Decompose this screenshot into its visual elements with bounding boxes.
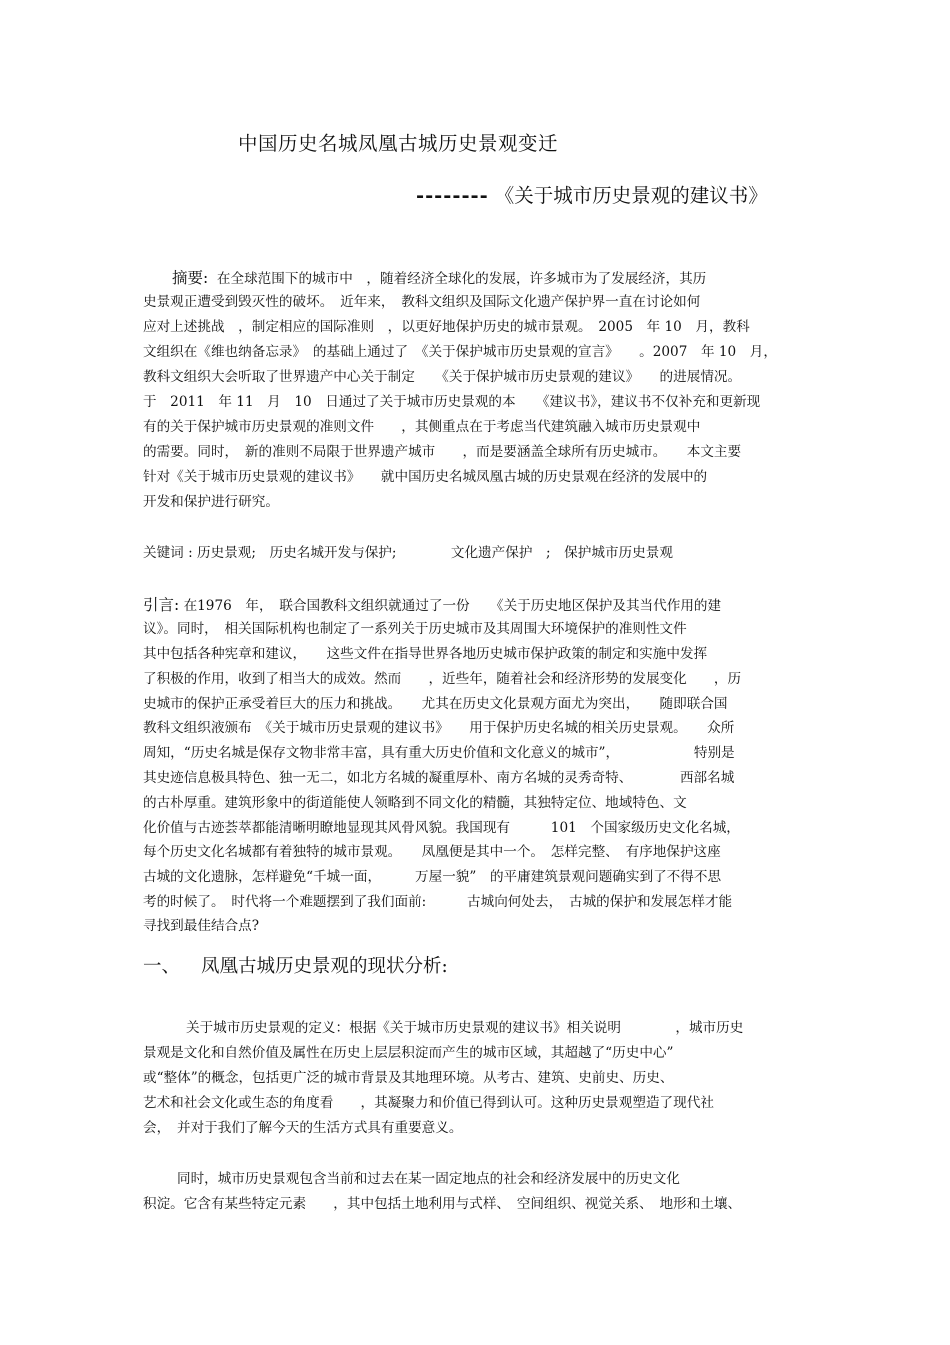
intro-line: 古城的文化遗脉，怎样避免“千城一面， 万屋一貌” 的平庸建筑景观问题确实到了不得不思 — [143, 869, 722, 885]
intro-label: 引言: — [143, 596, 180, 614]
subtitle-dashes: -------- — [416, 184, 489, 207]
section-paragraph-line: 或“整体”的概念，包括更广泛的城市背景及其地理环境。从考古、建筑、史前史、历史、 — [143, 1070, 674, 1086]
intro-text: 在1976 年， 联合国教科文组织就通过了一份 《关于历史地区保护及其当代作用的建 — [183, 598, 722, 614]
abstract-line: 于 2011 年 11 月 10 日通过了关于城市历史景观的本 《建议书》，建议书不仅补充和更新现 — [143, 394, 761, 410]
intro-line: 教科文组织液颁布 《关于城市历史景观的建议书》 用于保护历史名城的相关历史景观。 众所 — [143, 720, 735, 736]
abstract-text: 在全球范围下的城市中 ，随着经济全球化的发展，许多城市为了发展经济，其历 — [216, 271, 707, 287]
section-heading — [143, 952, 448, 978]
abstract-line — [172, 266, 706, 291]
abstract-line: 教科文组织大会听取了世界遗产中心关于制定 《关于保护城市历史景观的建议》 的进展情况。 — [143, 369, 742, 385]
section-paragraph-line: 艺术和社会文化或生态的角度看 ，其凝聚力和价值已得到认可。这种历史景观塑造了现代社 — [143, 1095, 714, 1111]
intro-line: 其史迹信息极具特色、独一无二，如北方名城的凝重厚朴、南方名城的灵秀奇特、 西部名城 — [143, 770, 735, 786]
section-paragraph-line: 会， 并对于我们了解今天的生活方式具有重要意义。 — [143, 1120, 463, 1136]
section-paragraph-line: 关于城市历史景观的定义：根据《关于城市历史景观的建议书》相关说明 ，城市历史 — [186, 1020, 744, 1036]
intro-line: 周知，“历史名城是保存文物非常丰富，具有重大历史价值和文化意义的城市”， 特别是 — [143, 745, 735, 761]
section-paragraph-line: 景观是文化和自然价值及属性在历史上层层积淀而产生的城市区域，其超越了“历史中心” — [143, 1045, 674, 1061]
keywords-line: 关键词 : 历史景观; 历史名城开发与保护; 文化遗产保护 ; 保护城市历史景观 — [143, 545, 673, 561]
intro-line: 了积极的作用，收到了相当大的成效。然而 ，近些年，随着社会和经济形势的发展变化 ，历 — [143, 671, 742, 687]
section-title: 凤凰古城历史景观的现状分析: — [201, 956, 448, 977]
document-subtitle — [416, 180, 768, 208]
intro-line: 议》。同时， 相关国际机构也制定了一系列关于历史城市及其周围大环境保护的准则性文件 — [143, 621, 687, 637]
document-title: 中国历史名城凤凰古城历史景观变迁 — [238, 132, 559, 155]
abstract-line: 应对上述挑战 ，制定相应的国际准则 ，以更好地保护历史的城市景观。 2005 年 10 月，教科 — [143, 319, 750, 335]
intro-line — [143, 593, 721, 618]
section-number: 一、 — [143, 956, 181, 977]
section-paragraph-line: 积淀。它含有某些特定元素 ，其中包括土地利用与式样、 空间组织、视觉关系、 地形和土壤、 — [143, 1196, 742, 1212]
intro-line: 考的时候了。 时代将一个难题摆到了我们面前: 古城向何处去， 古城的保护和发展怎样才能 — [143, 894, 733, 910]
intro-line: 每个历史文化名城都有着独特的城市景观。 凤凰便是其中一个。 怎样完整、 有序地保护这座 — [143, 844, 721, 860]
intro-line: 其中包括各种宪章和建议， 这些文件在指导世界各地历史城市保护政策的制定和实施中发挥 — [143, 646, 708, 662]
intro-line: 的古朴厚重。建筑形象中的街道能使人领略到不同文化的精髓，其独特定位、地域特色、文 — [143, 795, 687, 811]
section-paragraph-line: 同时，城市历史景观包含当前和过去在某一固定地点的社会和经济发展中的历史文化 — [177, 1171, 680, 1187]
abstract-line: 开发和保护进行研究。 — [143, 494, 279, 510]
abstract-line: 有的关于保护城市历史景观的准则文件 ，其侧重点在于考虑当代建筑融入城市历史景观中 — [143, 419, 701, 435]
abstract-label: 摘要: — [172, 269, 209, 287]
intro-line: 史城市的保护正承受着巨大的压力和挑战。 尤其在历史文化景观方面尤为突出， 随即联合国 — [143, 696, 728, 712]
abstract-line: 史景观正遭受到毁灭性的破坏。 近年来， 教科文组织及国际文化遗产保护界一直在讨论如何 — [143, 294, 701, 310]
abstract-line: 文组织在《维也纳备忘录》 的基础上通过了 《关于保护城市历史景观的宣言》 。2007 年 10 月， — [143, 344, 777, 360]
abstract-line: 的需要。同时， 新的准则不局限于世界遗产城市 ，而是要涵盖全球所有历史城市。 本文主要 — [143, 444, 742, 460]
intro-line: 寻找到最佳结合点? — [143, 918, 260, 934]
abstract-line: 针对《关于城市历史景观的建议书》 就中国历史名城凤凰古城的历史景观在经济的发展中的 — [143, 469, 708, 485]
intro-line: 化价值与古迹荟萃都能清晰明瞭地显现其风骨风貌。我国现有 101 个国家级历史文化名城， — [143, 820, 740, 836]
subtitle-text: 《关于城市历史景观的建议书》 — [494, 184, 768, 207]
